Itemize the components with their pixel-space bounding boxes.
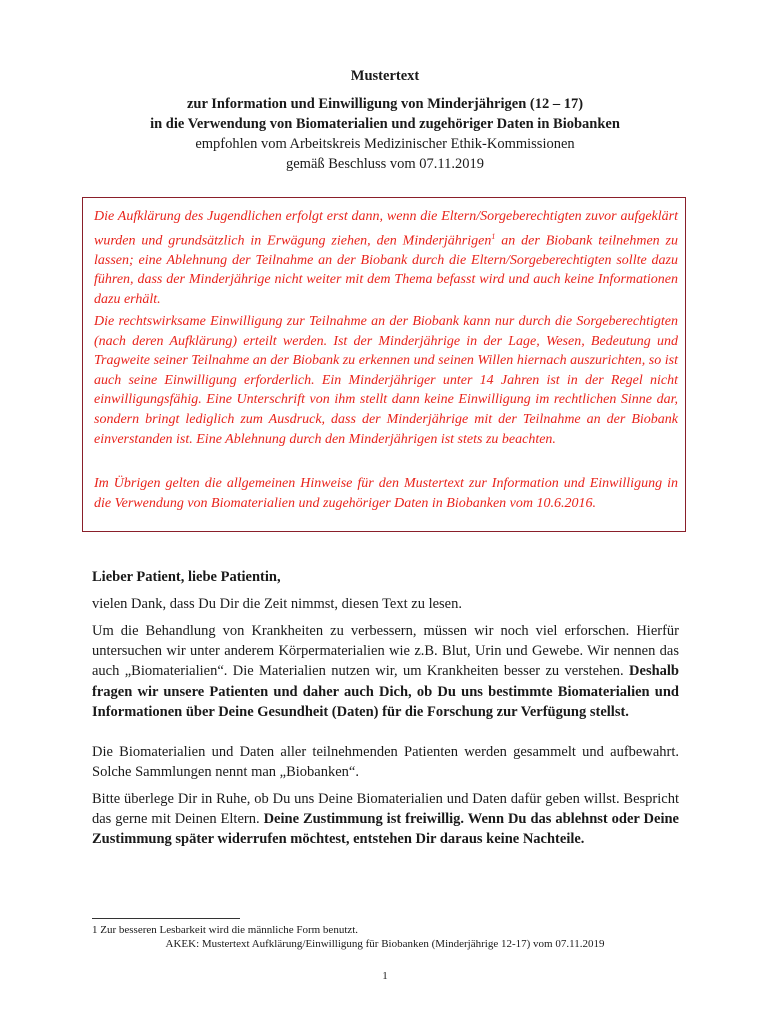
- greeting: Lieber Patient, liebe Patientin,: [92, 569, 281, 585]
- notice-paragraph-1: Die Aufklärung des Jugendlichen erfolgt erst dann, wenn die Eltern/Sorgeberechtigten zuvor aufgeklärt wurden und grundsätzlich in Erwägung ziehen, den Minderjährigen$^1$ an der Biobank teilnehmen zu lassen; eine Ablehnung der Teilnahme an der Biobank durch die Eltern/Sorgeberechtigten sollte dazu führen, dass der Minderjährige nicht weiter mit dem Thema befasst wird und auch keine Informationen dazu erhält.: [94, 209, 679, 308]
- page-number: 1: [382, 970, 388, 982]
- document-title: Mustertext: [350, 68, 420, 84]
- body-paragraph-2: Um die Behandlung von Krankheiten zu verbessern, müssen wir noch viel erforschen. Hierfür untersuchen wir unter anderem Körpermaterialien wie z.B. Blut, Urin und Gewebe. Wir nennen das auch „Biomaterialien“. Die Materialien nutzen wir, um Krankheiten besser zu verstehen. Deshalb fragen wir unsere Patienten und daher auch Dich, ob Du uns bestimmte Biomaterialien und Informationen über Deine Gesundheit (Daten) für die Forschung zur Verfügung stellst.: [92, 623, 679, 720]
- notice-paragraph-2: Die rechtswirksame Einwilligung zur Teilnahme an der Biobank kann nur durch die Sorgeberechtigten (nach deren Aufklärung) erteilt werden. Ist der Minderjährige in der Lage, Wesen, Bedeutung und Tragweite seiner Teilnahme an der Biobank zu erkennen und seinen Willen hiernach auszurichten, so ist auch seine Einwilligung erforderlich. Ein Minderjähriger unter 14 Jahren ist in der Regel nicht einwilligungsfähig. Eine Unterschrift von ihm stellt dann keine Einwilligung im rechtlichen Sinne dar, sondern bringt lediglich zum Ausdruck, dass der Minderjährige mit der Teilnahme an der Biobank einverstanden ist. Eine Ablehnung durch den Minderjährigen ist stets zu beachten.: [94, 314, 678, 447]
- resolution-date: gemäß Beschluss vom 07.11.2019: [285, 156, 484, 172]
- body-paragraph-4: Bitte überlege Dir in Ruhe, ob Du uns Deine Biomaterialien und Daten dafür geben willst. Bespricht das gerne mit Deinen Eltern. Deine Zustimmung ist freiwillig. Wenn Du das ablehnst oder Deine Zustimmung später widerrufen möchtest, entstehen Dir daraus keine Nachteile.: [92, 791, 679, 848]
- page-footer: AKEK: Mustertext Aufklärung/Einwilligung für Biobanken (Minderjährige 12-17) vom 07.11.2019: [165, 938, 605, 950]
- recommended-by: empfohlen vom Arbeitskreis Medizinischer Ethik-Kommissionen: [195, 136, 575, 152]
- subtitle-line-2: in die Verwendung von Biomaterialien und zugehöriger Daten in Biobanken: [150, 116, 620, 132]
- subtitle-line-1: zur Information und Einwilligung von Minderjährigen (12 – 17): [186, 96, 584, 112]
- body-paragraph-1: vielen Dank, dass Du Dir die Zeit nimmst, diesen Text zu lesen.: [92, 596, 462, 612]
- notice-paragraph-3: Im Übrigen gelten die allgemeinen Hinweise für den Mustertext zur Information und Einwilligung in die Verwendung von Biomaterialien und zugehöriger Daten in Biobanken vom 10.6.2016.: [94, 476, 678, 511]
- footnote-reference: 1: [491, 231, 496, 241]
- body-paragraph-4-emphasis: Deine Zustimmung ist freiwillig. Wenn Du das ablehnst oder Deine Zustimmung später widerrufen möchtest, entstehen Dir daraus keine Nachteile.: [92, 811, 679, 848]
- footnote: 1 Zur besseren Lesbarkeit wird die männliche Form benutzt.: [92, 924, 359, 936]
- body-paragraph-3: Die Biomaterialien und Daten aller teilnehmenden Patienten werden gesammelt und aufbewahrt. Solche Sammlungen nennt man „Biobanken“.: [92, 744, 679, 781]
- body-paragraph-2-emphasis: Deshalb fragen wir unsere Patienten und daher auch Dich, ob Du uns bestimmte Biomaterialien und Informationen über Deine Gesundheit (Daten) für die Forschung zur Verfügung stellst.: [92, 663, 679, 720]
- footnote-divider: [92, 918, 240, 919]
